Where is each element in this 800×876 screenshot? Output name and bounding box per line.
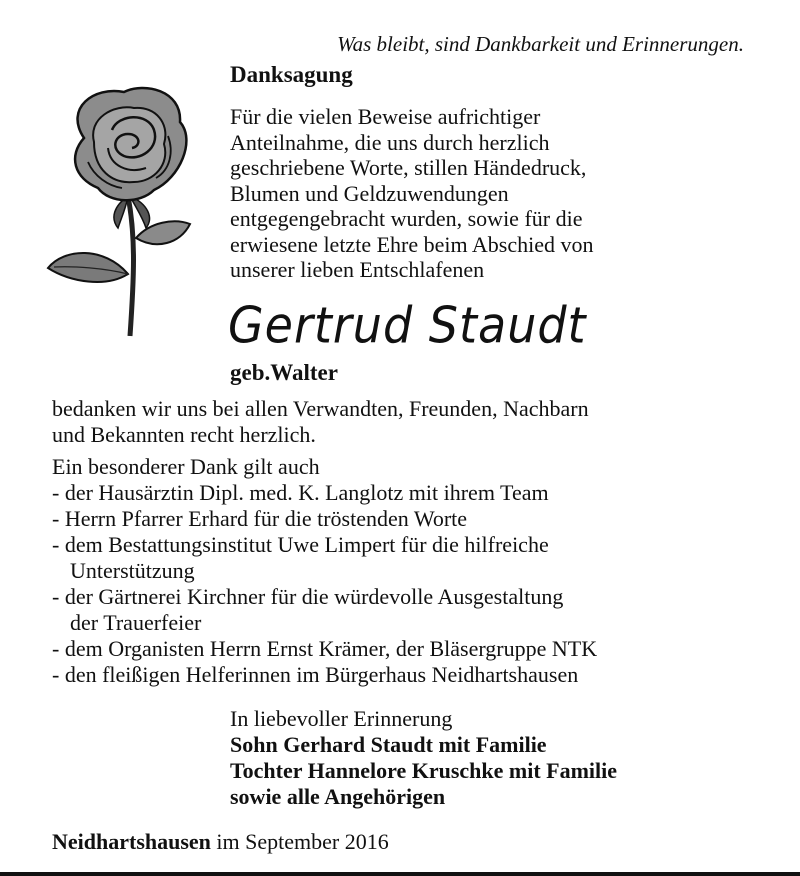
list-item: - dem Organisten Herrn Ernst Krämer, der Bläsergruppe NTK [52, 636, 598, 661]
signer: Tochter Hannelore Kruschke mit Familie [230, 758, 618, 783]
signer: Sohn Gerhard Staudt mit Familie [230, 732, 547, 757]
signer: sowie alle Angehörigen [230, 784, 446, 809]
list-item: - dem Bestattungsinstitut Uwe Limpert für die hilfreiche [52, 532, 549, 557]
intro-line: entgegengebracht wurden, sowie für die [230, 206, 583, 231]
heading: Danksagung [230, 62, 353, 87]
rose-icon [24, 78, 224, 340]
intro-line: Für die vielen Beweise aufrichtiger [230, 104, 541, 129]
closing-block [230, 706, 617, 810]
list-item-continuation: Unterstützung [70, 558, 195, 583]
thanks-line: bedanken wir uns bei allen Verwandten, Freunden, Nachbarn [52, 396, 589, 421]
intro-line: Anteilnahme, die uns durch herzlich [230, 129, 550, 155]
list-item: - den fleißigen Helferinnen im Bürgerhaus Neidhartshausen [52, 662, 579, 687]
list-item-continuation: der Trauerfeier [70, 610, 202, 635]
place: Neidhartshausen [52, 829, 211, 854]
intro-text [230, 104, 790, 283]
intro-line: geschriebene Worte, stillen Händedruck, [230, 155, 587, 180]
list-item: - der Hausärztin Dipl. med. K. Langlotz mit ihrem Team [52, 480, 549, 505]
place-date [52, 829, 389, 855]
thanks-line: und Bekannten recht herzlich. [52, 422, 316, 447]
special-thanks-list [52, 454, 782, 688]
thanks-text [52, 396, 782, 688]
special-thanks-intro: Ein besonderer Dank gilt auch [52, 454, 320, 479]
intro-line: unserer lieben Entschlafenen [230, 257, 485, 282]
motto: Was bleibt, sind Dankbarkeit und Erinnerungen. [337, 32, 744, 56]
maiden-name: geb.Walter [230, 360, 338, 385]
intro-line: erwiesene letzte Ehre beim Abschied von [230, 231, 594, 257]
date: im September 2016 [216, 829, 389, 854]
list-item: - der Gärtnerei Kirchner für die würdevolle Ausgestaltung [52, 584, 564, 609]
list-item: - Herrn Pfarrer Erhard für die tröstenden Worte [52, 506, 468, 531]
intro-line: Blumen und Geldzuwendungen [230, 180, 509, 206]
deceased-name: Gertrud Staudt [228, 296, 587, 355]
closing-intro: In liebevoller Erinnerung [230, 706, 453, 731]
